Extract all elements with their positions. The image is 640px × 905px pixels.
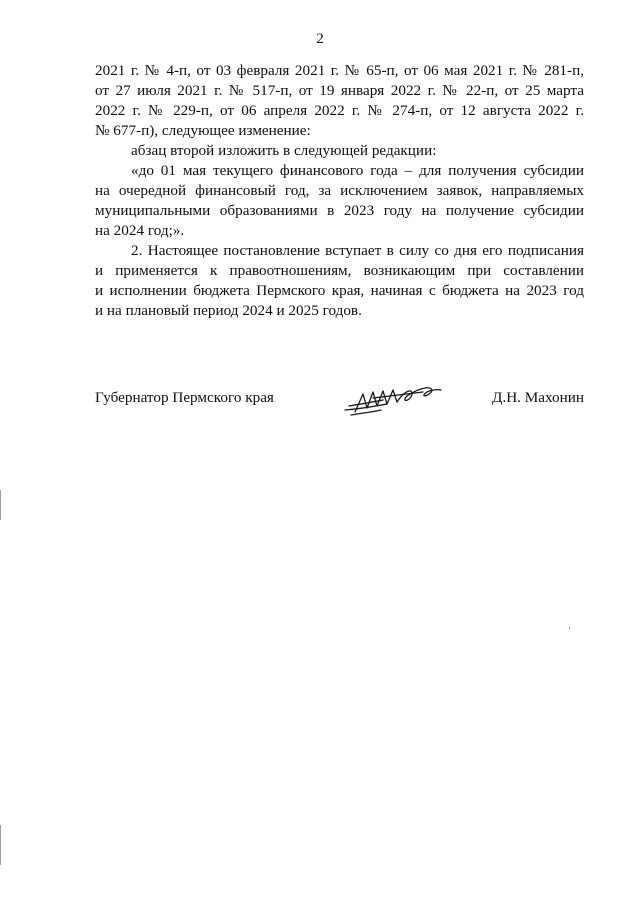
quoted-line: «до 01 мая текущего финансового года – для получения субсидии xyxy=(131,162,584,179)
clause-2-line: и применяется к правоотношениям, возникающим при составлении xyxy=(95,262,584,279)
body-line: от 27 июля 2021 г. № 517-п, от 19 января 2022 г. № 22-п, от 25 марта xyxy=(95,82,584,99)
signature-block xyxy=(95,382,584,422)
quoted-line: муниципальными образованиями в 2023 году на получение субсидии xyxy=(95,202,584,219)
scan-artifact xyxy=(569,627,570,629)
handwritten-signature-icon xyxy=(343,382,443,418)
scan-artifact xyxy=(0,825,1,865)
page-number: 2 xyxy=(316,31,324,47)
clause-2-line: и на плановый период 2024 и 2025 годов. xyxy=(95,302,362,319)
body-line: 2022 г. № 229-п, от 06 апреля 2022 г. № 274-п, от 12 августа 2022 г. xyxy=(95,102,584,119)
quoted-line: на очередной финансовый год, за исключением заявок, направляемых xyxy=(95,182,584,199)
signatory-name: Д.Н. Махонин xyxy=(492,389,584,406)
signatory-position: Губернатор Пермского края xyxy=(95,389,274,406)
quoted-line: на 2024 год;». xyxy=(95,222,185,239)
clause-2-line: и исполнении бюджета Пермского края, начиная с бюджета на 2023 год xyxy=(95,282,584,299)
clause-2-line: 2. Настоящее постановление вступает в силу со дня его подписания xyxy=(131,242,584,259)
body-line: 2021 г. № 4-п, от 03 февраля 2021 г. № 65-п, от 06 мая 2021 г. № 281-п, xyxy=(95,62,584,79)
body-line: абзац второй изложить в следующей редакции: xyxy=(131,142,437,159)
body-line: № 677-п), следующее изменение: xyxy=(95,122,311,139)
scan-artifact xyxy=(0,490,1,520)
